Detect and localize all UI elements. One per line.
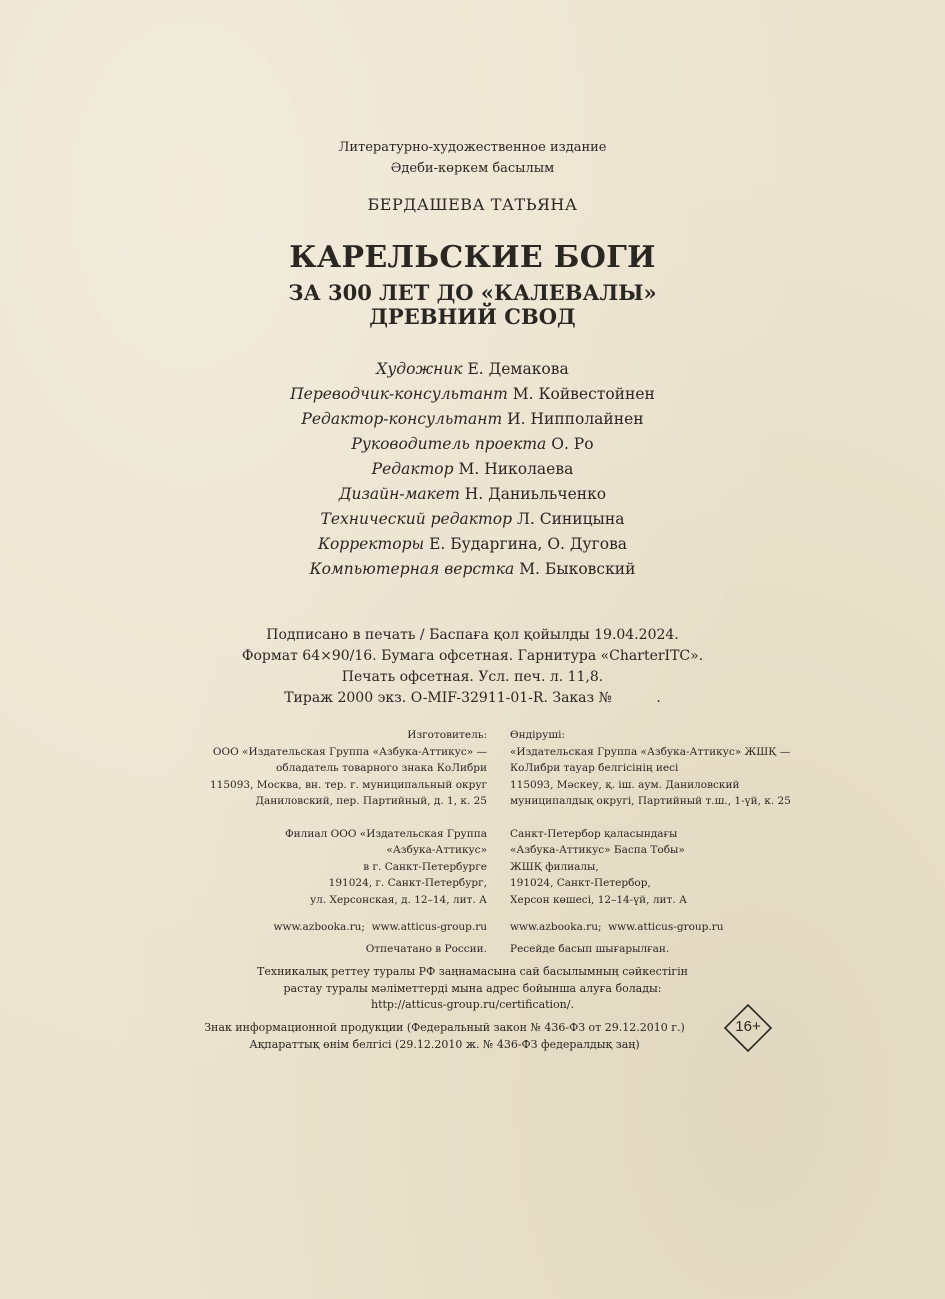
certification-note <box>0 964 945 1014</box>
address-line: Херсон көшесі, 12–14-үй, лит. А <box>510 893 687 906</box>
genre-kz: Әдеби-көркем басылым <box>390 161 555 176</box>
address-line: КоЛибри тауар белгісінің иесі <box>510 762 679 774</box>
credit-line: Дизайн-макет Н. Даниьльченко <box>338 485 607 503</box>
address-line: Даниловский, пер. Партийный, д. 1, к. 25 <box>255 795 487 807</box>
address-line: 191024, г. Санкт-Петербург, <box>328 877 487 889</box>
manufacturer-kz <box>510 727 810 810</box>
address-line: «Издательская Группа «Азбука-Аттикус» ЖШҚ — <box>510 745 791 758</box>
address-line: «Азбука-Аттикус» <box>386 844 487 856</box>
credit-line: Корректоры Е. Бударгина, О. Дугова <box>317 535 628 553</box>
website-links[interactable]: www.azbooka.ru; www.atticus-group.ru <box>510 921 724 933</box>
credit-line: Переводчик-консультант М. Койвестойнен <box>290 385 655 403</box>
print-info-line: Тираж 2000 экз. O-MIF-32911-01-R. Заказ № . <box>284 690 661 706</box>
address-line: 191024, Санкт-Петербор, <box>510 877 651 889</box>
address-line: ООО «Издательская Группа «Азбука-Аттикус» — <box>212 745 487 758</box>
print-info <box>0 625 945 709</box>
website-links[interactable]: www.azbooka.ru; www.atticus-group.ru <box>273 921 487 933</box>
address-line: Филиал ООО «Издательская Группа <box>284 827 487 840</box>
branch-kz <box>510 826 810 909</box>
author: БЕРДАШЕВА ТАТЬЯНА <box>367 195 578 214</box>
print-info-line: Печать офсетная. Усл. печ. л. 11,8. <box>341 669 604 685</box>
credit-line: Технический редактор Л. Синицына <box>320 510 625 528</box>
manufacturer-ru <box>187 727 487 810</box>
address-line: Санкт-Петербор қаласындағы <box>510 827 678 840</box>
credits-list <box>0 357 945 582</box>
book-subtitle-1: ЗА 300 ЛЕТ ДО «КАЛЕВАЛЫ» <box>288 280 657 305</box>
branch-ru <box>187 826 487 909</box>
info-mark-note <box>0 1020 917 1053</box>
websites-ru <box>187 919 487 936</box>
credit-line: Компьютерная верстка М. Быковский <box>309 560 636 578</box>
manufacturer-label: Өндіруші: <box>510 729 565 741</box>
credit-line: Редактор М. Николаева <box>371 460 574 478</box>
address-line: ЖШҚ филиалы, <box>510 860 599 873</box>
address-line: обладатель товарного знака КоЛибри <box>276 762 487 774</box>
publisher-column-kz <box>510 727 810 957</box>
genre-ru: Литературно-художественное издание <box>338 140 607 155</box>
address-line: муниципалдық округі, Партийный т.ш., 1-үй, к. 25 <box>510 795 791 807</box>
print-info-line: Подписано в печать / Баспаға қол қойылды 19.04.2024. <box>266 627 679 643</box>
certification-line: Техникалық реттеу туралы РФ заңнамасына сай басылымның сәйкестігін <box>257 965 688 978</box>
info-mark-line: Ақпараттық өнім белгісі (29.12.2010 ж. № 436-ФЗ федералдық заң) <box>249 1037 640 1051</box>
info-mark-line: Знак информационной продукции (Федеральный закон № 436-ФЗ от 29.12.2010 г.) <box>204 1021 685 1034</box>
publisher-column-ru <box>187 727 487 957</box>
book-title: КАРЕЛЬСКИЕ БОГИ <box>289 240 656 275</box>
print-info-line: Формат 64×90/16. Бумага офсетная. Гарнитура «CharterITC». <box>241 648 704 664</box>
address-line: ул. Херсонская, д. 12–14, лит. А <box>309 893 487 906</box>
certification-line: растау туралы мәліметтерді мына адрес бойынша алуға болады: <box>283 981 662 995</box>
book-subtitle-2: ДРЕВНИЙ СВОД <box>369 304 576 329</box>
address-line: 115093, Москва, вн. тер. г. муниципальный округ <box>209 778 487 791</box>
certification-link[interactable]: http://atticus-group.ru/certification/. <box>371 998 574 1011</box>
address-line: «Азбука-Аттикус» Баспа Тобы» <box>510 844 685 856</box>
address-line: 115093, Мәскеу, қ. іш. аум. Даниловский <box>510 778 740 791</box>
credit-line: Редактор-консультант И. Нипполайнен <box>301 410 644 428</box>
address-line: в г. Санкт-Петербурге <box>363 860 487 873</box>
printed-in: Отпечатано в России. <box>365 942 487 955</box>
age-rating-label: 16+ <box>735 1018 761 1035</box>
printed-in: Ресейде басып шығарылған. <box>510 942 670 955</box>
credit-line: Руководитель проекта О. Ро <box>351 435 594 453</box>
websites-kz <box>510 919 810 936</box>
age-rating-badge <box>724 1004 772 1052</box>
manufacturer-label: Изготовитель: <box>407 729 487 741</box>
credit-line: Художник Е. Демакова <box>376 360 569 378</box>
